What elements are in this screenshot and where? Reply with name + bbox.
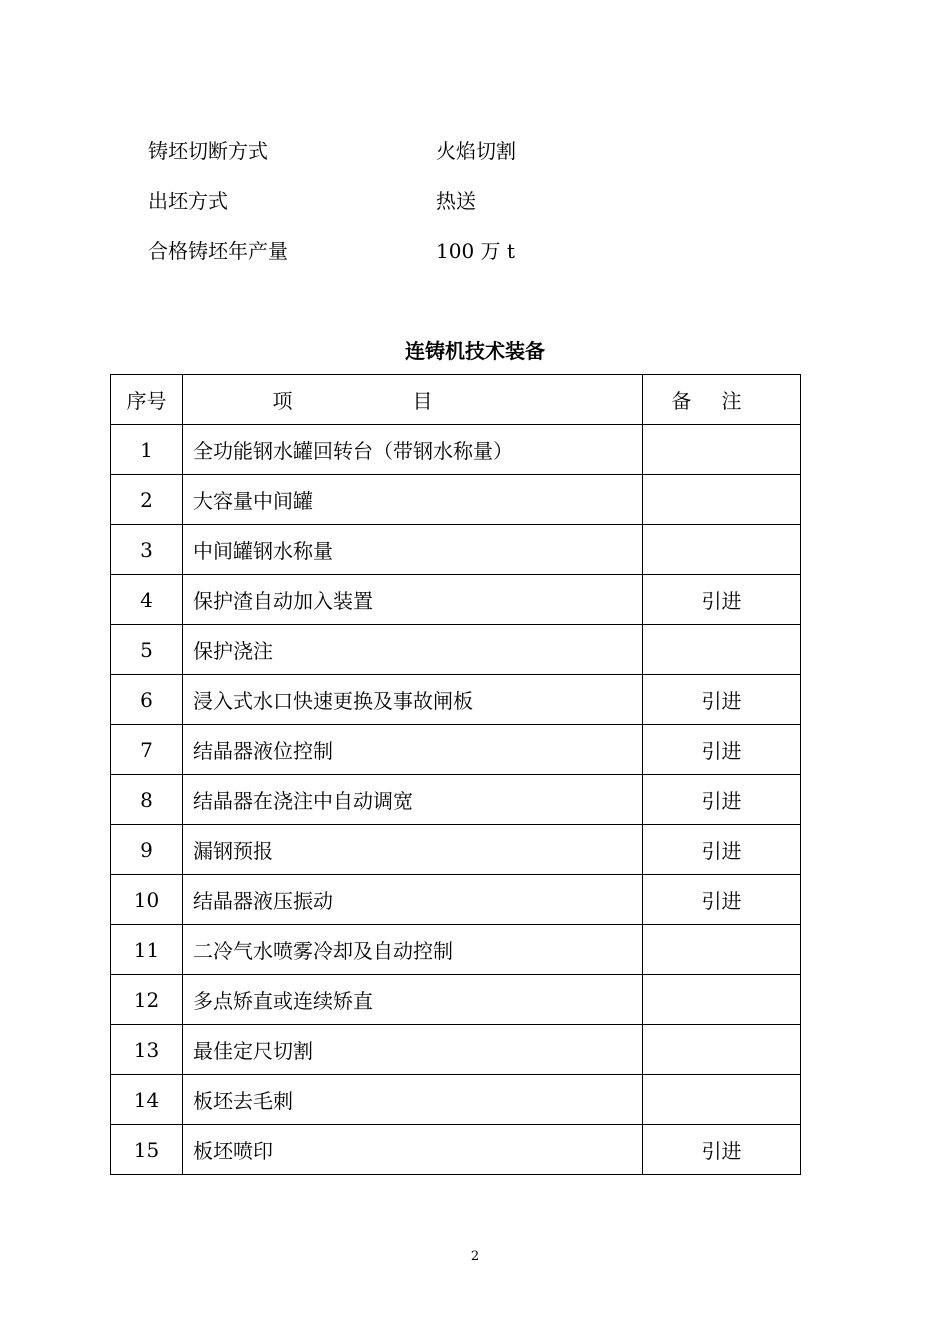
table-row: [111, 625, 801, 675]
cell-note: [643, 425, 801, 475]
spec-value: 火焰切割: [436, 139, 516, 163]
table-row: [111, 425, 801, 475]
cell-note: 引进: [643, 725, 801, 775]
cell-item: 大容量中间罐: [183, 475, 643, 525]
cell-note: [643, 925, 801, 975]
cell-no: 14: [111, 1075, 183, 1125]
cell-item: 板坯喷印: [183, 1125, 643, 1175]
cell-item: 结晶器液位控制: [183, 725, 643, 775]
cell-note: 引进: [643, 675, 801, 725]
cell-no: 7: [111, 725, 183, 775]
cell-note: 引进: [643, 575, 801, 625]
cell-note: [643, 975, 801, 1025]
table-row: [111, 1125, 801, 1175]
cell-item: 结晶器液压振动: [183, 875, 643, 925]
table-row: [111, 1075, 801, 1125]
cell-note: 引进: [643, 775, 801, 825]
cell-item: 最佳定尺切割: [183, 1025, 643, 1075]
cell-item: 浸入式水口快速更换及事故闸板: [183, 675, 643, 725]
spec-row: [148, 236, 748, 266]
cell-no: 13: [111, 1025, 183, 1075]
table-title: 连铸机技术装备: [405, 339, 545, 363]
cell-item: 保护渣自动加入装置: [183, 575, 643, 625]
cell-item: 漏钢预报: [183, 825, 643, 875]
spec-label: 出坯方式: [148, 189, 228, 213]
cell-note: [643, 1075, 801, 1125]
cell-note: 引进: [643, 825, 801, 875]
table-row: [111, 475, 801, 525]
cell-no: 10: [111, 875, 183, 925]
cell-no: 12: [111, 975, 183, 1025]
table-row: [111, 725, 801, 775]
equipment-table: [110, 374, 801, 1175]
table-row: [111, 675, 801, 725]
cell-no: 8: [111, 775, 183, 825]
cell-item: 保护浇注: [183, 625, 643, 675]
table-body: [111, 425, 801, 1175]
cell-item: 二冷气水喷雾冷却及自动控制: [183, 925, 643, 975]
cell-no: 1: [111, 425, 183, 475]
table-row: [111, 875, 801, 925]
table-row: [111, 775, 801, 825]
cell-item: 多点矫直或连续矫直: [183, 975, 643, 1025]
cell-note: [643, 525, 801, 575]
cell-no: 6: [111, 675, 183, 725]
header-no: 序号: [111, 375, 183, 425]
table-row: [111, 525, 801, 575]
table-header-row: [111, 375, 801, 425]
spec-value: 100 万 t: [436, 239, 515, 263]
cell-item: 结晶器在浇注中自动调宽: [183, 775, 643, 825]
cell-no: 2: [111, 475, 183, 525]
page-number: 2: [470, 1249, 480, 1264]
header-note: 备注: [643, 375, 801, 425]
table-row: [111, 825, 801, 875]
cell-note: 引进: [643, 875, 801, 925]
cell-no: 9: [111, 825, 183, 875]
cell-note: 引进: [643, 1125, 801, 1175]
cell-no: 11: [111, 925, 183, 975]
spec-row: [148, 136, 748, 166]
cell-item: 中间罐钢水称量: [183, 525, 643, 575]
table-row: [111, 975, 801, 1025]
cell-item: 全功能钢水罐回转台（带钢水称量）: [183, 425, 643, 475]
spec-value: 热送: [436, 189, 476, 213]
cell-note: [643, 475, 801, 525]
cell-no: 4: [111, 575, 183, 625]
cell-note: [643, 1025, 801, 1075]
table-row: [111, 575, 801, 625]
cell-no: 3: [111, 525, 183, 575]
header-item: 项目: [183, 375, 643, 425]
spec-label: 合格铸坯年产量: [148, 239, 288, 263]
cell-no: 15: [111, 1125, 183, 1175]
cell-no: 5: [111, 625, 183, 675]
table-row: [111, 925, 801, 975]
table-row: [111, 1025, 801, 1075]
cell-item: 板坯去毛刺: [183, 1075, 643, 1125]
spec-row: [148, 186, 748, 216]
spec-label: 铸坯切断方式: [148, 139, 268, 163]
cell-note: [643, 625, 801, 675]
